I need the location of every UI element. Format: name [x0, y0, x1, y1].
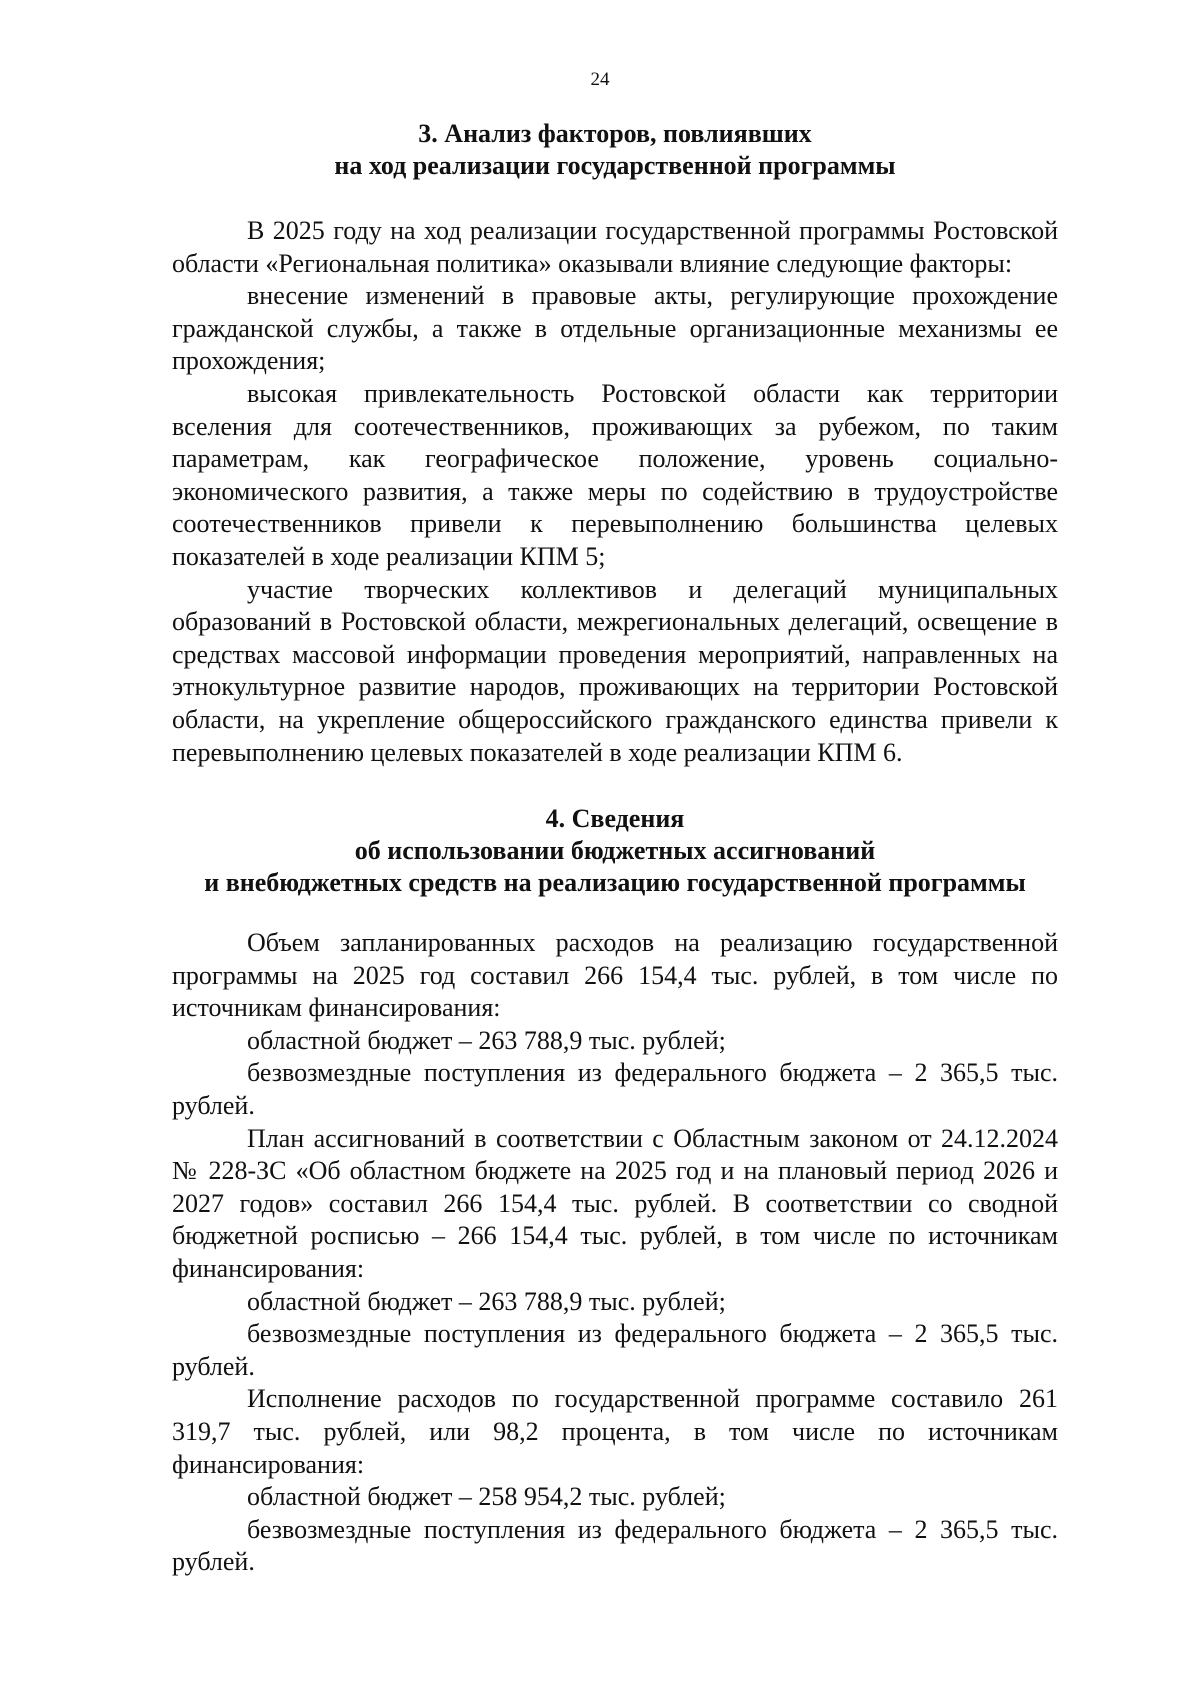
section-4-title-line-3: и внебюджетных средств на реализацию государственной программы	[204, 868, 1026, 897]
section-3-heading	[172, 118, 1058, 182]
page-number: 24	[590, 69, 610, 90]
section-4-title-line-2: об использовании бюджетных ассигнований	[354, 836, 876, 865]
section-3-body	[172, 215, 1058, 769]
section-4-paragraph: безвозмездные поступления из федерального бюджета – 2 365,5 тыс. рублей.	[172, 1058, 1058, 1120]
section-4-paragraph: областной бюджет – 263 788,9 тыс. рублей;	[247, 1286, 726, 1316]
section-4-heading	[172, 803, 1058, 899]
section-3-title-line-2: на ход реализации государственной программы	[334, 151, 896, 180]
section-4-paragraph: безвозмездные поступления из федерального бюджета – 2 365,5 тыс. рублей.	[172, 1319, 1058, 1381]
section-4-paragraph: областной бюджет – 263 788,9 тыс. рублей;	[247, 1025, 726, 1055]
section-4-body	[172, 927, 1058, 1579]
section-4-title-line-1: 4. Сведения	[545, 804, 685, 833]
section-3-paragraph: В 2025 году на ход реализации государственной программы Ростовской области «Региональная политика» оказывали влияние следующие факторы:	[172, 216, 1058, 278]
section-3-paragraph: участие творческих коллективов и делегаций муниципальных образований в Ростовской области, межрегиональных делегаций, освещение в средствах массовой информации проведения мероприятий, направленных на этнокультурное развитие народов, проживающих на территории Ростовской области, на укрепление общероссийского гражданского единства привели к перевыполнению целевых показателей в ходе реализации КПМ 6.	[172, 574, 1058, 767]
section-4-paragraph: Исполнение расходов по государственной программе составило 261 319,7 тыс. рублей, или 98,2 процента, в том числе по источникам финансирования:	[172, 1384, 1058, 1479]
section-4-paragraph: Объем запланированных расходов на реализацию государственной программы на 2025 год составил 266 154,4 тыс. рублей, в том числе по источникам финансирования:	[172, 928, 1058, 1023]
section-3-title-line-1: 3. Анализ факторов, повлиявших	[418, 119, 812, 148]
section-4-paragraph: областной бюджет – 258 954,2 тыс. рублей;	[247, 1482, 726, 1512]
section-4-paragraph: безвозмездные поступления из федерального бюджета – 2 365,5 тыс. рублей.	[172, 1514, 1058, 1577]
section-3-paragraph: внесение изменений в правовые акты, регулирующие прохождение гражданской службы, а также в отдельные организационные механизмы ее прохождения;	[172, 281, 1058, 376]
section-4-paragraph: План ассигнований в соответствии с Областным законом от 24.12.2024 № 228-ЗС «Об областном бюджете на 2025 год и на плановый период 2026 и 2027 годов» составил 266 154,4 тыс. рублей. В соответствии со сводной бюджетной росписью – 266 154,4 тыс. рублей, в том числе по источникам финансирования:	[172, 1123, 1058, 1283]
section-3-paragraph: высокая привлекательность Ростовской области как территории вселения для соотечественников, проживающих за рубежом, по таким параметрам, как географическое положение, уровень социально-экономического развития, а также меры по содействию в трудоустройстве соотечественников привели к перевыполнению большинства целевых показателей в ходе реализации КПМ 5;	[172, 378, 1058, 571]
